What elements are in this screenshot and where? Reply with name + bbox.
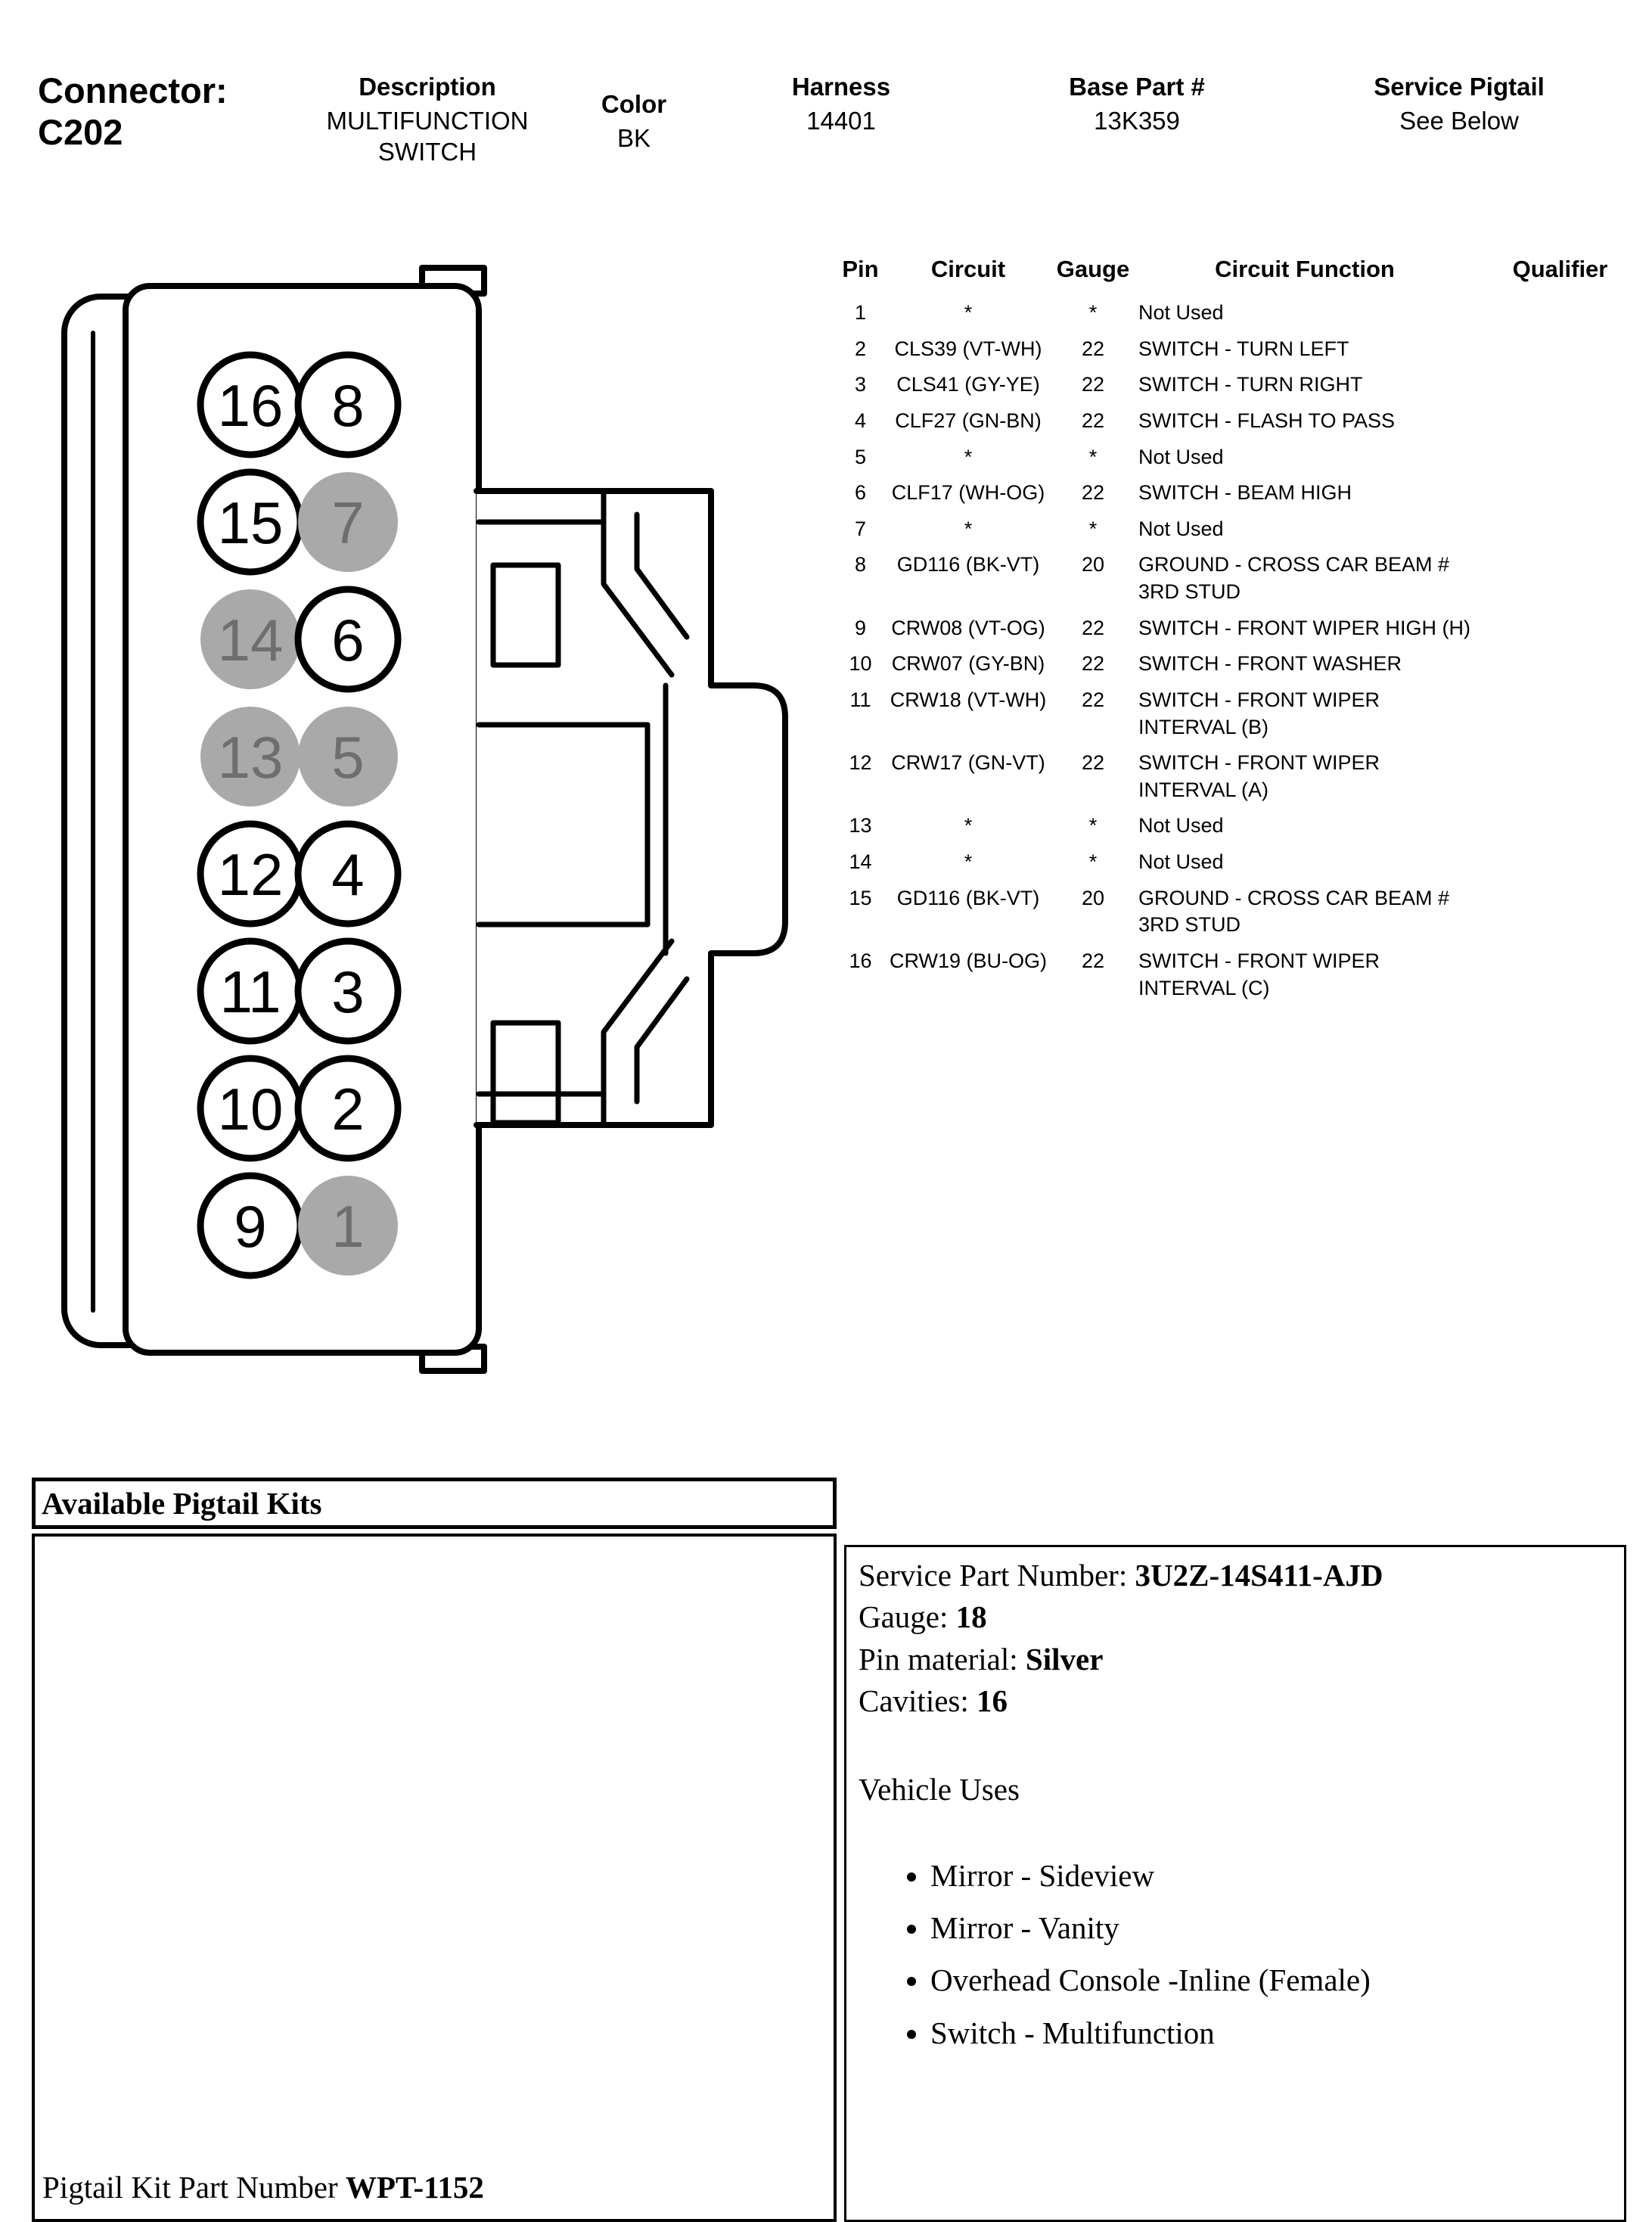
cell-function: Not Used	[1138, 445, 1224, 468]
cell-function: Not Used	[1138, 517, 1224, 540]
cell-gauge: *	[1088, 850, 1098, 873]
cell-pin: 2	[854, 337, 867, 360]
cell-function: Not Used	[1138, 301, 1224, 324]
base-part-label: Base Part #	[1069, 73, 1205, 101]
cell-qualifier	[1471, 808, 1649, 844]
cell-gauge: 22	[1081, 949, 1105, 972]
cell-pin: 15	[849, 886, 872, 909]
cell-function: SWITCH - TURN RIGHT	[1138, 373, 1363, 396]
table-row	[832, 295, 1649, 331]
pigtail-kits-box	[32, 1534, 837, 2222]
cell-function: SWITCH - BEAM HIGH	[1138, 481, 1352, 505]
cell-gauge: *	[1088, 517, 1098, 540]
cell-pin: 11	[849, 688, 871, 711]
cell-qualifier	[1471, 403, 1649, 440]
cell-pin: 12	[849, 751, 872, 775]
cell-circuit: CRW19 (BU-OG)	[889, 949, 1047, 972]
pin-number-8: 8	[331, 372, 365, 439]
cell-pin: 16	[849, 949, 872, 972]
table-row	[832, 943, 1649, 1006]
cell-circuit: *	[964, 301, 973, 324]
cell-pin: 4	[854, 409, 867, 432]
cell-gauge: *	[1088, 814, 1098, 838]
connector-housing	[64, 268, 785, 1371]
cell-pin: 8	[854, 553, 867, 576]
service-field-label: Gauge:	[859, 1599, 949, 1635]
table-row	[832, 403, 1649, 440]
service-field-value: 18	[955, 1599, 987, 1635]
cell-circuit: CLF27 (GN-BN)	[895, 409, 1042, 432]
service-field-label: Service Part Number:	[859, 1558, 1128, 1593]
column-header-pin: Pin	[842, 256, 879, 282]
vehicle-use-item: • Mirror - Sideview	[930, 1855, 1612, 1897]
pigtail-kit-part-number	[42, 2169, 484, 2205]
cell-function: SWITCH - FRONT WIPER INTERVAL (C)	[1138, 949, 1380, 999]
cell-qualifier	[1471, 295, 1649, 331]
service-field-line	[859, 1555, 1612, 1596]
cell-circuit: CLS39 (VT-WH)	[894, 337, 1042, 360]
table-row	[832, 547, 1649, 610]
pin-number-13: 13	[217, 724, 284, 791]
pin-number-7: 7	[331, 489, 365, 556]
cell-circuit: *	[964, 517, 973, 540]
cell-qualifier	[1471, 440, 1649, 476]
cell-gauge: 22	[1081, 481, 1105, 505]
cell-qualifier	[1471, 881, 1649, 943]
pin-number-5: 5	[331, 724, 365, 791]
cell-qualifier	[1471, 547, 1649, 610]
cell-circuit: GD116 (BK-VT)	[896, 553, 1040, 576]
cell-gauge: 22	[1081, 409, 1105, 432]
pin-number-15: 15	[217, 489, 284, 556]
cell-pin: 14	[849, 850, 872, 873]
cell-function: SWITCH - FRONT WASHER	[1138, 652, 1402, 676]
column-header-circuit: Circuit	[930, 256, 1006, 282]
cell-gauge: 22	[1081, 616, 1105, 639]
vehicle-uses-list	[859, 1855, 1612, 2054]
service-pigtail-value: See Below	[1399, 107, 1519, 135]
table-row	[832, 440, 1649, 476]
service-pigtail-label: Service Pigtail	[1374, 73, 1545, 101]
service-pigtail-box	[844, 1545, 1626, 2222]
table-row	[832, 682, 1649, 745]
cell-function: SWITCH - FLASH TO PASS	[1138, 409, 1396, 432]
cell-circuit: CRW08 (VT-OG)	[891, 616, 1045, 639]
cell-function: SWITCH - FRONT WIPER INTERVAL (A)	[1138, 751, 1380, 801]
table-row	[832, 331, 1649, 368]
cell-function: GROUND - CROSS CAR BEAM # 3RD STUD	[1138, 886, 1450, 937]
cell-qualifier	[1471, 844, 1649, 881]
header-row	[832, 256, 1649, 295]
cell-function: Not Used	[1138, 850, 1224, 873]
service-field-line	[859, 1596, 1612, 1638]
cell-qualifier	[1471, 511, 1649, 548]
service-fields	[859, 1555, 1612, 1722]
header-col-base-part	[1042, 72, 1231, 137]
pin-number-6: 6	[331, 607, 365, 673]
table-row	[832, 646, 1649, 682]
color-label: Color	[601, 90, 667, 118]
cell-circuit: CLF17 (WH-OG)	[891, 481, 1045, 505]
connector-diagram	[0, 0, 832, 1437]
cell-circuit: CLS41 (GY-YE)	[896, 373, 1040, 396]
column-header-function: Circuit Function	[1215, 256, 1395, 282]
column-header-gauge: Gauge	[1056, 256, 1130, 282]
table-row	[832, 745, 1649, 808]
vehicle-use-item: • Mirror - Vanity	[930, 1907, 1612, 1949]
table-row	[832, 511, 1649, 548]
table-row	[832, 881, 1649, 943]
connector-label: Connector:	[38, 70, 228, 110]
cell-gauge: 22	[1081, 373, 1105, 396]
cell-circuit: CRW17 (GN-VT)	[891, 751, 1045, 775]
header-col-service-pigtail	[1346, 72, 1573, 137]
pigtail-kit-label: Pigtail Kit Part Number	[42, 2170, 338, 2205]
cell-pin: 7	[854, 517, 867, 540]
cell-qualifier	[1471, 682, 1649, 745]
cell-function: Not Used	[1138, 814, 1224, 838]
service-field-value: 3U2Z-14S411-AJD	[1135, 1558, 1383, 1593]
table-row	[832, 808, 1649, 844]
base-part-value: 13K359	[1094, 107, 1180, 135]
cell-qualifier	[1471, 475, 1649, 511]
pin-number-12: 12	[217, 841, 284, 908]
table-row	[832, 611, 1649, 647]
cell-qualifier	[1471, 331, 1649, 368]
cell-function: GROUND - CROSS CAR BEAM # 3RD STUD	[1138, 553, 1450, 603]
cell-qualifier	[1471, 943, 1649, 1006]
pin-number-16: 16	[217, 372, 284, 439]
pin-number-11: 11	[219, 959, 281, 1025]
cell-circuit: *	[964, 445, 973, 468]
pin-number-1: 1	[331, 1193, 365, 1260]
cell-circuit: *	[964, 850, 973, 873]
cell-gauge: 22	[1081, 751, 1105, 775]
pin-number-4: 4	[331, 841, 365, 908]
pin-number-10: 10	[217, 1076, 284, 1142]
housing-body	[126, 286, 479, 1353]
column-header-qualifier: Qualifier	[1512, 256, 1608, 282]
cell-qualifier	[1471, 367, 1649, 403]
cell-gauge: *	[1088, 445, 1098, 468]
cell-circuit: CRW07 (GY-BN)	[891, 652, 1045, 676]
cell-gauge: 22	[1081, 652, 1105, 676]
cell-pin: 10	[849, 652, 872, 676]
description-value: MULTIFUNCTION SWITCH	[326, 107, 529, 166]
vehicle-use-item: • Overhead Console -Inline (Female)	[930, 1959, 1612, 2001]
vehicle-use-item: • Switch - Multifunction	[930, 2012, 1612, 2054]
table-row	[832, 367, 1649, 403]
cell-function: SWITCH - FRONT WIPER HIGH (H)	[1138, 616, 1470, 639]
cell-function: SWITCH - FRONT WIPER INTERVAL (B)	[1138, 688, 1380, 738]
cell-qualifier	[1471, 611, 1649, 647]
cell-pin: 3	[854, 373, 867, 396]
connector-id: C202	[38, 112, 123, 153]
service-field-line	[859, 1639, 1612, 1680]
cell-pin: 5	[854, 445, 867, 468]
cell-pin: 9	[854, 616, 867, 639]
cell-gauge: 20	[1081, 886, 1105, 909]
cell-circuit: GD116 (BK-VT)	[896, 886, 1040, 909]
cell-gauge: 22	[1081, 337, 1105, 360]
cell-function: SWITCH - TURN LEFT	[1138, 337, 1349, 360]
cell-circuit: *	[964, 814, 973, 838]
pigtail-kit-value: WPT-1152	[345, 2170, 484, 2205]
pigtail-kits-title-box	[32, 1478, 837, 1529]
pin-number-3: 3	[331, 959, 365, 1025]
pin-number-14: 14	[217, 607, 284, 673]
cell-qualifier	[1471, 745, 1649, 808]
cell-pin: 13	[849, 814, 872, 838]
service-field-value: Silver	[1025, 1641, 1104, 1677]
service-field-label: Pin material:	[859, 1641, 1018, 1677]
pigtail-kits-title: Available Pigtail Kits	[42, 1486, 322, 1521]
vehicle-uses-title: Vehicle Uses	[859, 1772, 1020, 1807]
color-value: BK	[616, 124, 651, 153]
service-field-label: Cavities:	[859, 1683, 969, 1719]
description-label: Description	[359, 73, 496, 101]
harness-label: Harness	[791, 73, 891, 101]
cell-circuit: CRW18 (VT-WH)	[890, 688, 1047, 711]
pin-number-9: 9	[234, 1193, 267, 1260]
cell-gauge: 22	[1081, 688, 1105, 711]
pin-table-body	[832, 295, 1649, 1006]
table-row	[832, 475, 1649, 511]
pin-table	[832, 256, 1649, 1006]
cell-gauge: *	[1088, 301, 1098, 324]
service-field-line	[859, 1680, 1612, 1722]
table-row	[832, 844, 1649, 881]
harness-value: 14401	[806, 107, 876, 135]
pin-number-2: 2	[331, 1076, 365, 1142]
cell-pin: 6	[854, 481, 867, 505]
cell-pin: 1	[854, 301, 867, 324]
cell-gauge: 20	[1081, 553, 1105, 576]
service-field-value: 16	[977, 1683, 1008, 1719]
cell-qualifier	[1471, 646, 1649, 682]
pin-table-header	[832, 256, 1649, 295]
